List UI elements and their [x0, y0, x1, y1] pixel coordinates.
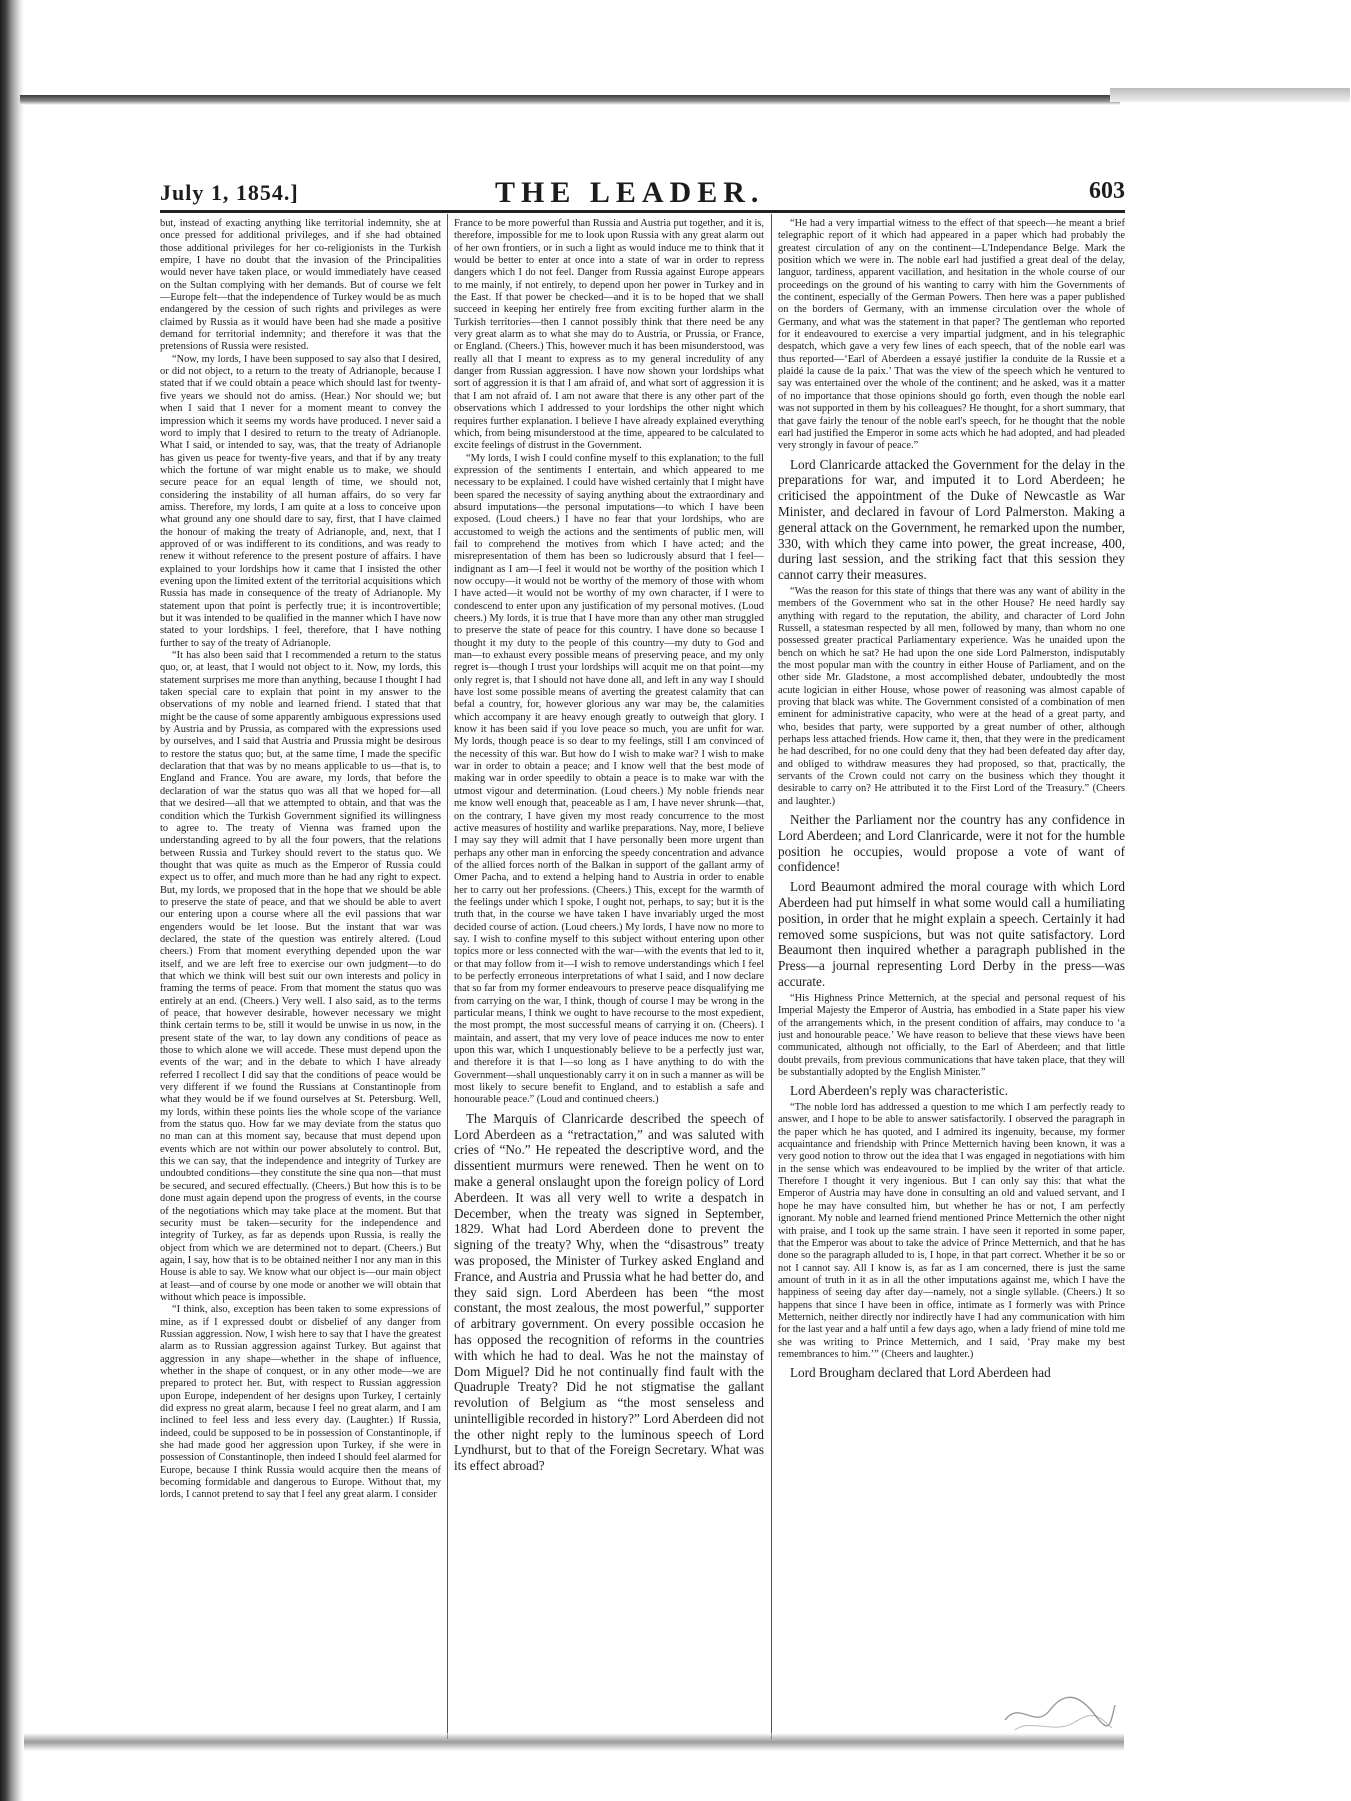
paragraph: “The noble lord has addressed a question to me which I am perfectly ready to answer, and I hope to be able to answer satisfactorily. I observed the paragraph in the paper which he has quoted, and I admired its ingenuity, because, my former acquaintance and friendship with Prince Metternich having been known, it was a very good notion to throw out the idea that I was engaged in negotiations with him in the sense which was endeavoured to be implied by the writer of that article. Therefore I thought it very ingenious. But I can only say this: that what the Emperor of Austria may have done in consulting an old and valued servant, and I hope he may have consulted him, but whether he has or not, I am perfectly ignorant. My noble and learned friend mentioned Prince Metternich the other night with praise, and I took up the same strain. I have seen it reported in some paper, that the Emperor was about to take the advice of Prince Metternich, and that he has done so the paragraph alluded to is, I hope, in that part correct. Whether it be so or not I cannot say. All I know is, as far as I am concerned, there is just the same amount of truth in it as in all the other imputations against me, which I have the happiness of seeing day after day—namely, not a single syllable. (Cheers.) It so happens that since I have been in office, intimate as I formerly was with Prince Metternich, neither directly nor indirectly have I had any communication with him for the last year and a half until a few days ago, when a lady friend of mine told me she was writing to Prince Metternich, and I said, ‘Pray make my best remembrances to him.’” (Cheers and laughter.) — [778, 1102, 1125, 1360]
page-number: 603 — [1089, 178, 1125, 204]
article-column-3 — [778, 218, 1125, 1733]
column-divider — [447, 214, 448, 1739]
paragraph: Neither the Parliament nor the country has any confidence in Lord Aberdeen; and Lord Clanricarde, were it not for the humble position he occupies, would propose a vote of want of confidence! — [778, 812, 1125, 875]
ink-scribble-mark — [1000, 1680, 1120, 1740]
issue-date: July 1, 1854.] — [160, 180, 299, 205]
paragraph: “His Highness Prince Metternich, at the special and personal request of his Imperial Majesty the Emperor of Austria, has embodied in a State paper his view of the arrangements which, in the present condition of affairs, may conduce to ‘a just and honourable peace.’ We have reason to believe that these views have been communicated, although not officially, to the Earl of Aberdeen; and that little doubt prevails, from previous communications that have taken place, that they will be substantially adopted by the English Minister.” — [778, 992, 1125, 1078]
paragraph: “Was the reason for this state of things that there was any want of ability in the members of the Government who sat in the other House? He need hardly say anything with regard to the reputation, the ability, and character of Lord John Russell, a statesman respected by all men, followed by many, than whom no one possessed greater practical Parliamentary experience. Was he unaided upon the bench on which he sat? He had upon the one side Lord Palmerston, indisputably the most popular man with the country in either House of Parliament, and on the other side Mr. Gladstone, a most accomplished debater, undoubtedly the most acute logician in either House, whose power of reasoning was almost capable of proving that black was white. The Government consisted of a combination of men eminent for administrative capacity, who were at the head of a great party, and who, besides that party, were supported by a great number of other, although perhaps less attached friends. How came it, then, that they were in the predicament he had described, for no one could deny that they had been defeated day after day, and obliged to withdraw measures they had proposed, so that, practically, the servants of the Crown could not carry on the business which they thought it desirable to carry on? He attributed it to the First Lord of the Treasury.” (Cheers and laughter.) — [778, 585, 1125, 807]
paragraph: The Marquis of Clanricarde described the speech of Lord Aberdeen as a “retractation,” and was saluted with cries of “No.” He repeated the descriptive word, and the dissentient murmurs were renewed. Then he went on to make a general onslaught upon the foreign policy of Lord Aberdeen. It was all very well to write a despatch in December, when the treaty was signed in September, 1829. What had Lord Aberdeen done to prevent the signing of the treaty? Why, when the “disastrous” treaty was proposed, the Minister of Turkey asked England and France, and Austria and Prussia what he had better do, and they said sign. Lord Aberdeen has been “the most constant, the most zealous, the most powerful,” supporter of arbitrary government. On every possible occasion he has opposed the recognition of reforms in the countries with which he had to deal. Was he not the mainstay of Dom Miguel? Did he not continually find fault with the Quadruple Treaty? Did he not stigmatise the gallant revolution of Belgium as “the most senseless and unintelligible recorded in history?” Lord Aberdeen did not the other night reply to the luminous speech of Lord Lyndhurst, but to that of the Foreign Secretary. What was its effect abroad? — [454, 1110, 764, 1474]
article-column-1 — [160, 218, 441, 1733]
paragraph: “He had a very impartial witness to the effect of that speech—he meant a brief telegraphic report of it which had appeared in a paper which had probably the greatest circulation of any on the continent—L'Independance Belge. Mark the position which we were in. The noble earl had justified a great deal of the delay, languor, tardiness, apparent vacillation, and hesitation in the whole course of our proceedings on the ground of his wanting to carry with him the Governments of the continent, especially of the German Powers. Then here was a paper published on the borders of Germany, with an immense circulation over the whole of Germany, and what was the statement in that paper? The gentleman who reported for it endeavoured to exercise a very impartial judgment, and in his telegraphic despatch, which gave a very few lines of each speech, that of the noble earl was thus reported—‘Earl of Aberdeen a essayé justifier la conduite de la Russie et a plaidé la cause de la paix.’ That was the view of the speech which he ventured to say was entertained over the whole of the continent; and he asked, was it a matter of no importance that those opinions should go forth, even though the noble earl was not supported in them by his colleagues? He thought, for a short summary, that that gave fairly the tenour of the noble earl's speech, for he thought that the noble earl had justified the Emperor in some acts which he had adopted, and had pleaded very strongly in favour of peace.” — [778, 218, 1125, 452]
paragraph: Lord Aberdeen's reply was characteristic. — [790, 1083, 1009, 1099]
paragraph: “I think, also, exception has been taken to some expressions of mine, as if I expressed doubt or disbelief of any danger from Russian aggression. Now, I wish here to say that I have the greatest alarm as to Russian aggression against Turkey. But against that aggression in any shape—whether in the shape of influence, whether in the shape of conquest, or in any other mode—we are prepared to protect her. But, with respect to Russian aggression upon Europe, independent of her designs upon Turkey, I certainly did express no great alarm, because I feel no great alarm, and I am inclined to feel less and less every day. (Laughter.) If Russia, indeed, could be supposed to be in possession of Constantinople, if she had made good her aggression upon Turkey, if she were in possession of Constantinople, then indeed I should feel alarmed for Europe, because I think Russia would acquire then the means of becoming formidable and dangerous to Europe. Without that, my lords, I cannot pretend to say that I feel any great alarm. I consider — [160, 1304, 441, 1501]
page-top-edge-right — [1110, 88, 1350, 102]
article-column-2 — [454, 218, 764, 1733]
paragraph: France to be more powerful than Russia and Austria put together, and it is, therefore, impossible for me to look upon Russia with any great alarm out of her own frontiers, or in such a light as would induce me to think that it would be better to enter at once into a state of war in order to repress dangers which I do not feel. Danger from Russia against Europe appears to me mainly, if not entirely, to depend upon her power in Turkey and in the East. If that power be checked—and it is to be hoped that we shall succeed in keeping her entirely free from exciting further alarm in the Turkish territories—then I cannot possibly think that there need be any very great alarm as to what she may do to Austria, or Prussia, or France, or England. (Cheers.) This, however much it has been misunderstood, was really all that I meant to express as to my general incredulity of any danger from Russian aggression. I have now shown your lordships what sort of aggression it is that I am afraid of, and what sort of aggression it is that I am not afraid of. I am not aware that there is any other part of the observations which I addressed to your lordships the other night which requires further explanation. I believe I have already explained everything which, from being misunderstood at the time, appeared to be calculated to excite feelings of distrust in the Government. — [454, 218, 764, 452]
column-divider — [771, 214, 772, 1739]
paragraph: Lord Brougham declared that Lord Aberdeen had — [790, 1365, 1051, 1381]
page-bottom-edge — [24, 1733, 1124, 1751]
paragraph: but, instead of exacting anything like territorial indemnity, she at once pressed for additional privileges, and if she had obtained those additional privileges for her co-religionists in the Turkish empire, I have no doubt that the invasion of the Principalities would never have taken place, or would immediately have ceased on the Sultan complying with her demands. But of course we felt—Europe felt—that the independence of Turkey would be as much endangered by the cession of such rights and privileges as were claimed by Russia as it would have been had she made a positive demand for territorial indemnity; and therefore it was that the pretensions of Russia were resisted. — [160, 218, 441, 353]
paragraph: “It has also been said that I recommended a return to the status quo, or, at least, that I would not object to it. Now, my lords, this statement surprises me more than anything, because I thought I had taken special care to explain that point in my answer to the observations of my noble and learned friend. I stated that that might be the cause of some apparently ambiguous expressions used by Austria and by Prussia, as compared with the expressions used by ourselves, and I said that Austria and Prussia might be desirous to restore the status quo; but, at the same time, I made the specific declaration that that was by no means applicable to us—that is, to England and France. You are aware, my lords, that before the declaration of war the status quo was all that we hoped for—all that we desired—all that we attempted to obtain, and that was the condition which the Turkish Government signified its willingness to agree to. The treaty of Vienna was framed upon the understanding agreed to by all the four powers, that the relations between Russia and Turkey should revert to the status quo. We thought that was quite as much as the Emperor of Russia could expect us to offer, and much more than he had any right to expect. But, my lords, we proposed that in the hope that we should be able to preserve the state of peace, and that we should be able to avert our entering upon a course where all the evil passions that war engenders would be let loose. But the instant that war was declared, the state of the question was entirely altered. (Loud cheers.) From that moment everything depended upon the war itself, and we are left free to exercise our own judgment—to do that which we think will best suit our own interests and policy in framing the terms of peace. From that moment the status quo was entirely at an end. (Cheers.) Very well. I also said, as to the terms of peace, that however desirable, however necessary we might think certain terms to be, still it would be unwise in us now, in the present state of the war, to lay down any conditions of peace as those to which alone we will accede. These must depend upon the events of the war; and in the debate to which I have already referred I recollect I did say that the conditions of peace would be very different if we found the Russians at Constantinople from what they would be if we found ourselves at St. Petersburg. Well, my lords, within these points lies the whole scope of the variance from the status quo. How far we may deviate from the status quo no man can at this moment say, because that must depend upon events which are not within our power absolutely to control. But, this we can say, that the independence and integrity of Turkey are undoubted conditions—they constitute the sine qua non—that must be secured, and secured effectually. (Cheers.) But how this is to be done must again depend upon the progress of events, in the course of the negotiations which may take place at the moment. But that security must be taken—security for the independence and integrity of Turkey, as far as depends upon Russia, is really the object from which we are determined not to depart. (Cheers.) But again, I say, how that is to be obtained neither I nor any man in this House is able to say. We know what our object is—our main object at least—and of course by one mode or another we will obtain that without which peace is impossible. — [160, 650, 441, 1303]
paragraph: “My lords, I wish I could confine myself to this explanation; to the full expression of the sentiments I entertain, and which appeared to me necessary to be explained. I could have wished certainly that I might have been spared the necessity of saying anything about the extraordinary and absurd imputations—the personal imputations—to which I have been exposed. (Loud cheers.) I have no fear that your lordships, who are accustomed to weigh the actions and the sentiments of public men, will fail to comprehend the motives from which I have acted; and the misrepresentation of them has been so ludicrously absurd that I feel—indignant as I am—I feel it would not be worthy of the position which I now occupy—it would not be worthy of the memory of those with whom I have acted—it would not be worthy of my own character, if I were to condescend to enter upon any justification of my personal motives. (Loud cheers.) My lords, it is true that I have more than any other man struggled to preserve the state of peace for this country. I have done so because I thought it my duty to the people of this country—my duty to God and man—to exhaust every possible means of preserving peace, and my only regret is—though I trust your lordships will acquit me on that point—my only regret is, that I should not have done all, and left in any way I should have lost some possible means of averting the greatest calamity that can befal a country, for, however glorious any war may be, the calamities which accompany it are heavy enough greatly to outweigh that glory. I know it has been said if you love peace so much, you are unfit for war. My lords, though peace is so dear to my feelings, still I am convinced of the necessity of this war. But how do I wish to make war? I wish to make war in order to obtain a peace; and I know well that the best mode of making war in order speedily to obtain a peace is to make war with the utmost vigour and determination. (Loud cheers.) My noble friends near me know well enough that, peaceable as I am, I have never shrunk—that, on the contrary, I have given my most ready concurrence to the most active measures of hostility and warlike preparations. Nay, more, I believe I may say they will admit that I have personally been more urgent than perhaps any other man in enforcing the speedy concentration and advance of the allied forces north of the Balkan in support of the gallant army of Omer Pacha, and to extend a helping hand to Austria in order to enable her to carry out her professions. (Cheers.) This, except for the warmth of the feelings under which I spoke, I ought not, perhaps, to say; but it is the truth that, in the course we have taken I have invariably urged the most decided course of action. (Loud cheers.) My lords, I have now no more to say. I wish to confine myself to this subject without entering upon other topics more or less connected with the war—with the events that led to it, or that may follow from it—I wish to remove understandings which I feel to be perfectly erroneous interpretations of what I said, and I now declare that so far from my former endeavours to preserve peace disqualifying me from carrying on the war, I think, though of course I may be wrong in the particular means, I think we ought to have recourse to the most expedient, the most prompt, the most successful means of carrying it on. (Cheers). I maintain, and assert, that my very love of peace induces me now to enter upon this war, which I unquestionably believe to be a perfectly just war, and therefore it is that I—so long as I have anything to do with the Government—shall unquestionably carry it on in such a manner as will be most likely to secure benefit to England, and to establish a safe and honourable peace.” (Loud and continued cheers.) — [454, 452, 764, 1106]
page-binding-shadow — [0, 0, 24, 1801]
masthead-rule — [160, 210, 1125, 213]
masthead — [160, 172, 1125, 212]
paragraph: “Now, my lords, I have been supposed to say also that I desired, or did not object, to a return to the treaty of Adrianople, because I stated that if we could obtain a peace which should last for twenty-five years we should not do amiss. (Hear.) Nor should we; but when I said that I never for a moment meant to convey the impression which it seems my words have produced. I never said a word to imply that I desired to return to the treaty of Adrianople. What I said, or intended to say, was, that the treaty of Adrianople has given us peace for twenty-five years, and that if by any treaty which the fortune of war might enable us to make, we should secure peace for an equal length of time, we should not, considering the instability of all human affairs, do so very far amiss. Therefore, my lords, I am quite at a loss to conceive upon what ground any one should dare to say, first, that I have claimed the honour of making the treaty of Adrianople, and, next, that I approved of or was indifferent to its conditions, and was ready to renew it without reference to the present posture of affairs. I have explained to your lordships how it came that I insisted the other evening upon the limited extent of the territorial acquisitions which Russia has made in consequence of the treaty of Adrianople. My statement upon that point is perfectly true; it is incontrovertible; but it was intended to be qualified in the manner which I have now stated to your lordships. I feel, therefore, that I have nothing further to say of the treaty of Adrianople. — [160, 353, 441, 649]
newspaper-title: THE LEADER. — [495, 176, 765, 209]
page-top-edge — [20, 95, 1120, 105]
paragraph: Lord Beaumont admired the moral courage with which Lord Aberdeen had put himself in what some would call a humiliating position, in order that he might explain a speech. Certainly it had removed some suspicions, but was not quite satisfactory. Lord Beaumont then inquired whether a paragraph published in the Press—a journal representing Lord Derby in the press—was accurate. — [778, 879, 1125, 990]
paragraph: Lord Clanricarde attacked the Government for the delay in the preparations for war, and imputed it to Lord Aberdeen; he criticised the appointment of the Duke of Newcastle as War Minister, and declared in favour of Lord Palmerston. Making a general attack on the Government, he remarked upon the number, 330, with which they came into power, the great increase, 400, during last session, and the striking fact that this session they cannot carry their measures. — [778, 456, 1125, 583]
